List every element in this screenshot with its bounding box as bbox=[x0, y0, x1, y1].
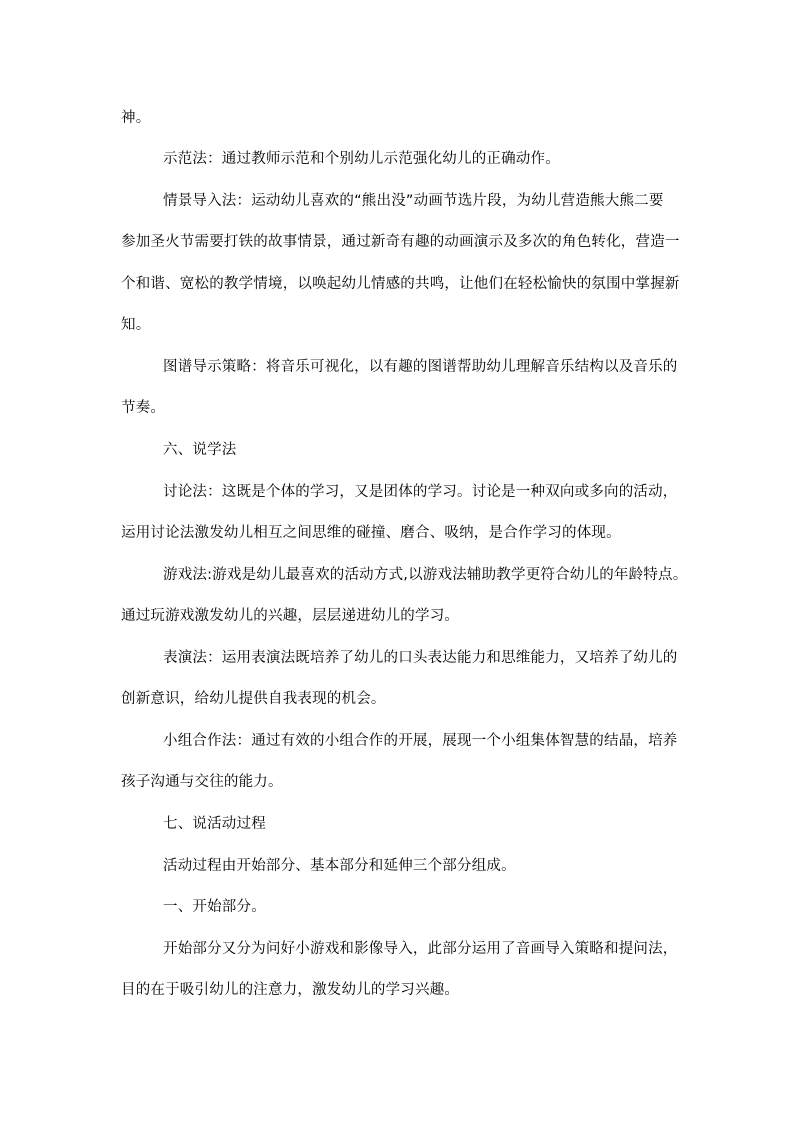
text-line: 小组合作法：通过有效的小组合作的开展，展现一个小组集体智慧的结晶，培养 bbox=[163, 733, 678, 749]
section-heading: 六、说学法 bbox=[163, 442, 237, 458]
text-line: 参加圣火节需要打铁的故事情景，通过新奇有趣的动画演示及多次的角色转化，营造一 bbox=[121, 234, 680, 250]
text-line: 游戏法:游戏是幼儿最喜欢的活动方式,以游戏法辅助教学更符合幼儿的年龄特点。 bbox=[163, 567, 688, 583]
text-line: 神。 bbox=[121, 110, 151, 126]
text-line: 开始部分又分为问好小游戏和影像导入，此部分运用了音画导入策略和提问法， bbox=[163, 941, 678, 957]
text-line: 孩子沟通与交往的能力。 bbox=[121, 774, 283, 790]
text-line: 讨论法：这既是个体的学习，又是团体的学习。讨论是一种双向或多向的活动， bbox=[163, 484, 678, 500]
text-line: 创新意识，给幼儿提供自我表现的机会。 bbox=[121, 691, 386, 707]
text-line: 个和谐、宽松的教学情境，以唤起幼儿情感的共鸣，让他们在轻松愉快的氛围中掌握新 bbox=[121, 276, 680, 292]
text-line: 通过玩游戏激发幼儿的兴趣，层层递进幼儿的学习。 bbox=[121, 608, 460, 624]
text-line: 表演法：运用表演法既培养了幼儿的口头表达能力和思维能力，又培养了幼儿的 bbox=[163, 650, 678, 666]
text-line: 运用讨论法激发幼儿相互之间思维的碰撞、磨合、吸纳，是合作学习的体现。 bbox=[121, 525, 621, 541]
text-line: 节奏。 bbox=[121, 400, 166, 416]
section-heading: 七、说活动过程 bbox=[163, 816, 266, 832]
text-line: 示范法：通过教师示范和个别幼儿示范强化幼儿的正确动作。 bbox=[163, 151, 560, 167]
text-line: 活动过程由开始部分、基本部分和延伸三个部分组成。 bbox=[163, 858, 516, 874]
text-line: 知。 bbox=[121, 317, 151, 333]
subsection-heading: 一、开始部分。 bbox=[163, 899, 266, 915]
text-line: 图谱导示策略：将音乐可视化，以有趣的图谱帮助幼儿理解音乐结构以及音乐的 bbox=[163, 359, 678, 375]
text-line: 目的在于吸引幼儿的注意力，激发幼儿的学习兴趣。 bbox=[121, 982, 460, 998]
text-line: 情景导入法：运动幼儿喜欢的“熊出没”动画节选片段，为幼儿营造熊大熊二要 bbox=[163, 193, 664, 209]
